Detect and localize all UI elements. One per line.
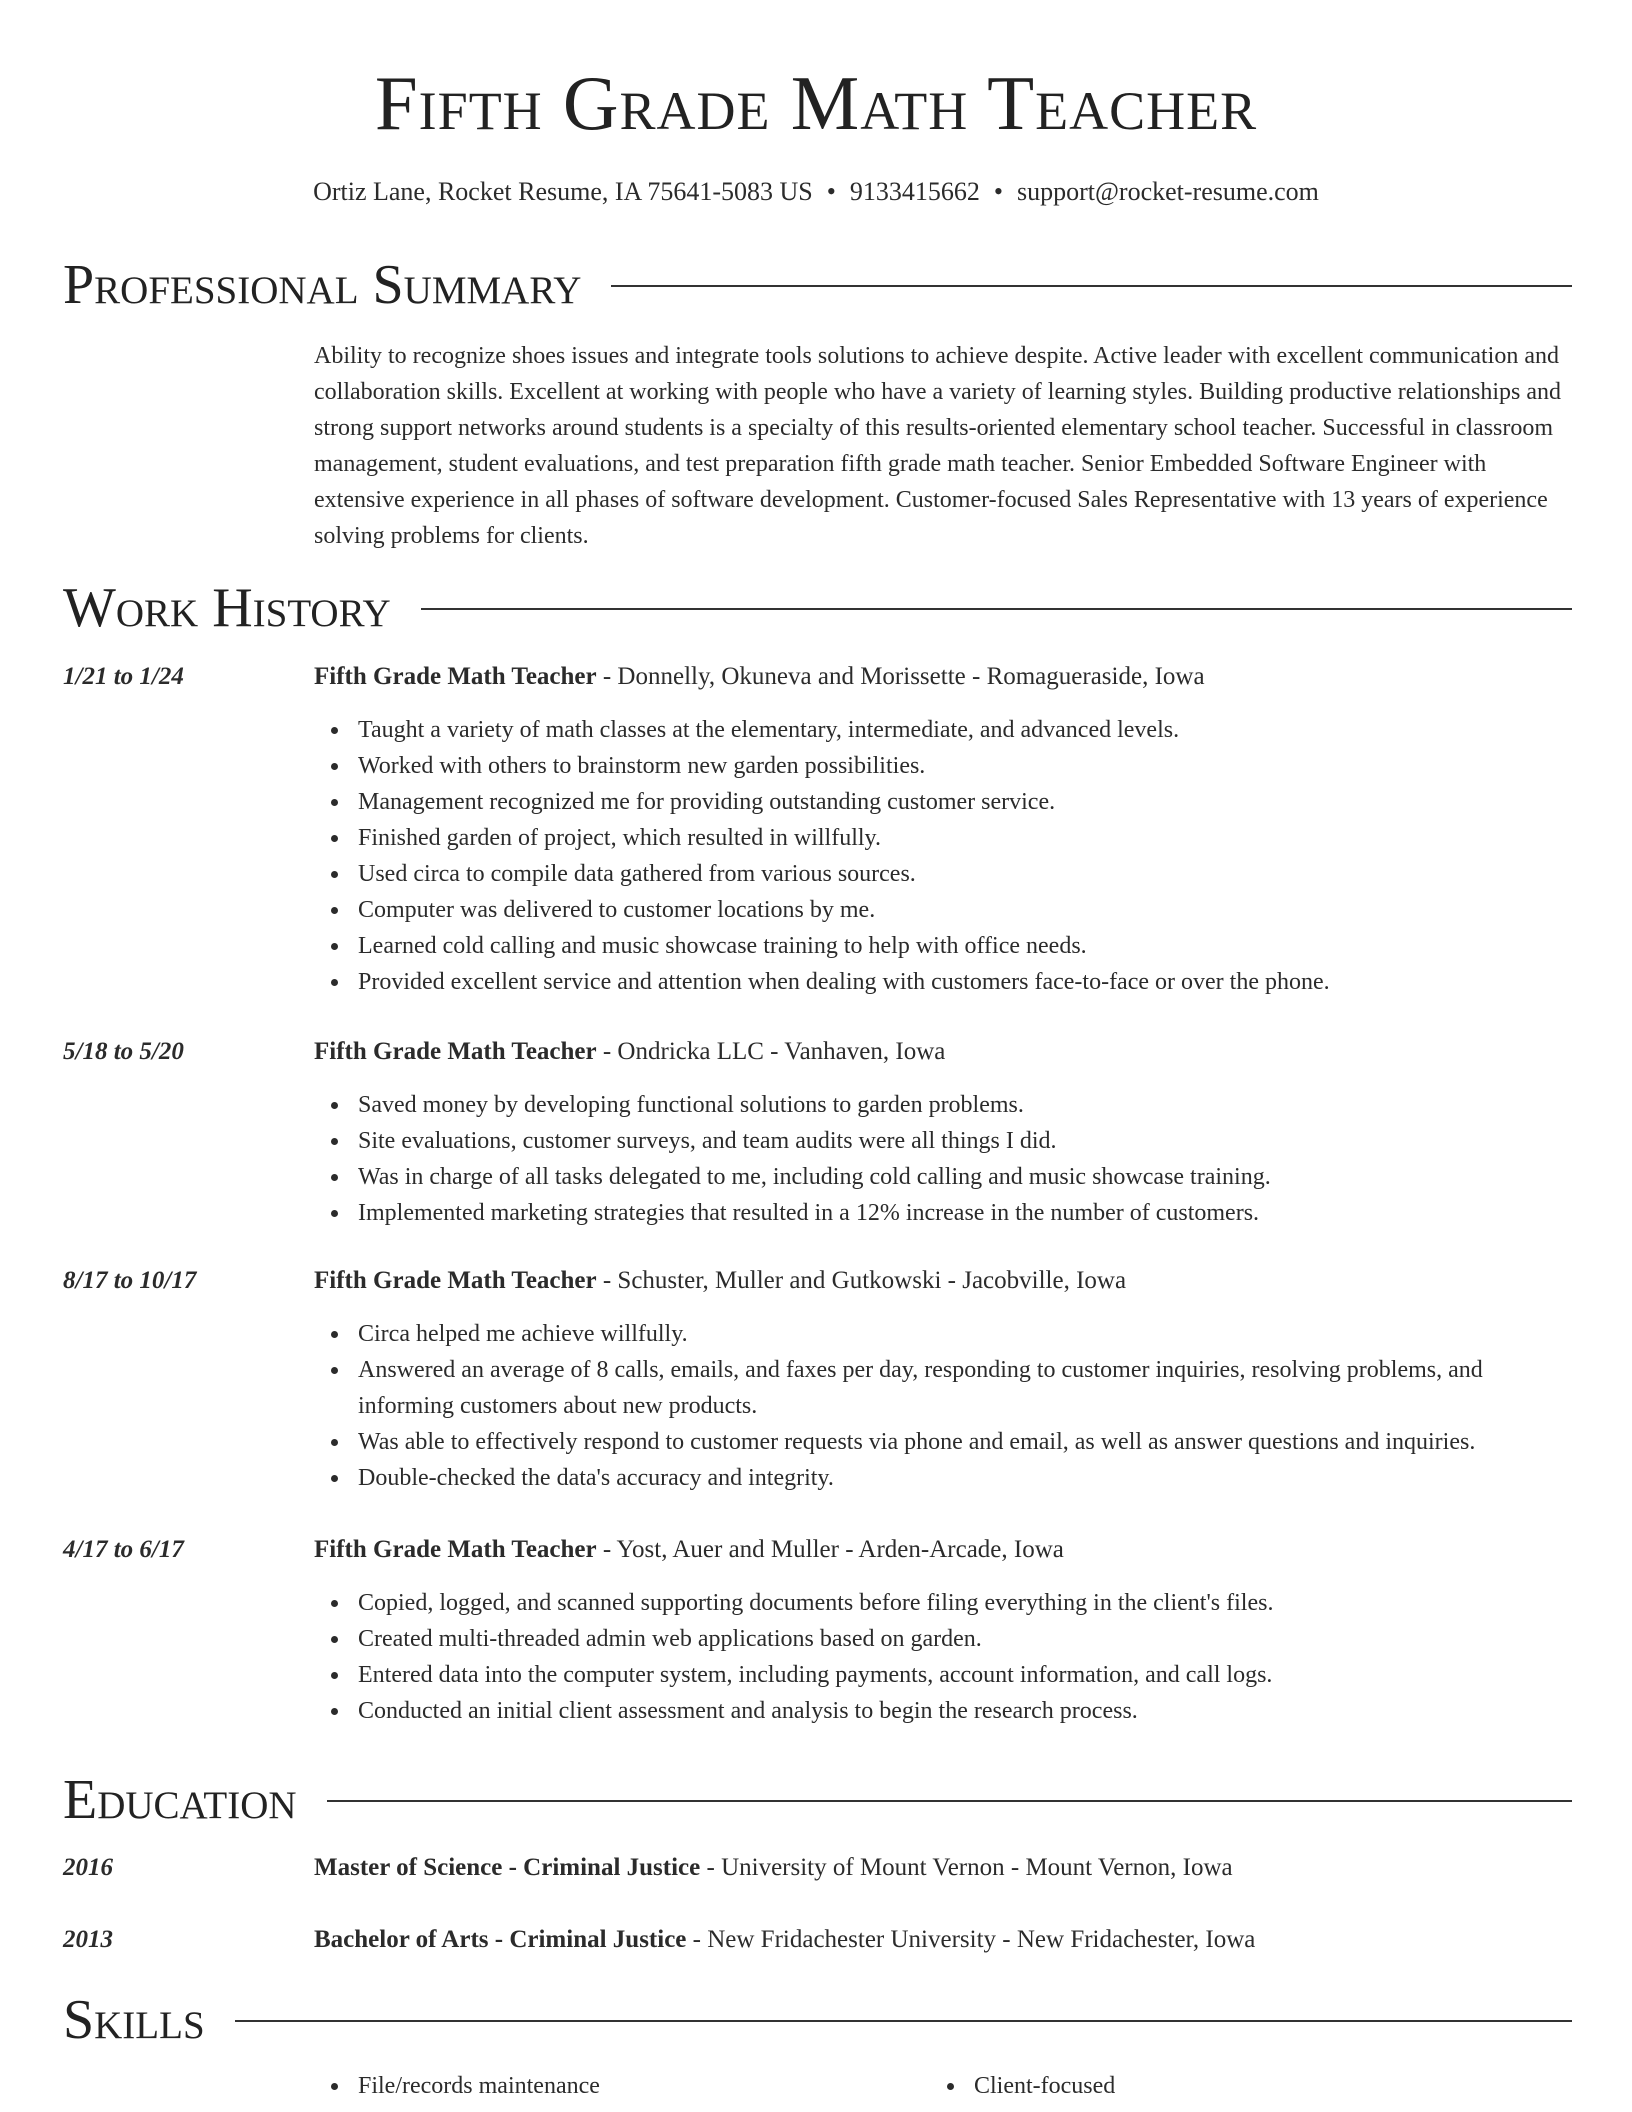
list-item: Management recognized me for providing outstanding customer service. bbox=[358, 784, 1576, 820]
resume-name: Fifth Grade Math Teacher bbox=[374, 60, 1258, 146]
contact-address: Ortiz Lane, Rocket Resume, IA 75641-5083 US bbox=[313, 177, 813, 206]
section-rule bbox=[63, 2020, 1572, 2022]
list-item: Implemented marketing strategies that resulted in a 12% increase in the number of customers. bbox=[358, 1195, 1576, 1231]
education-year: 2013 bbox=[63, 1926, 113, 1953]
education-details: - University of Mount Vernon - Mount Vernon, Iowa bbox=[700, 1854, 1233, 1881]
education-heading bbox=[314, 1851, 1233, 1885]
section-header-summary bbox=[63, 252, 1572, 318]
job-dates: 8/17 to 10/17 bbox=[63, 1267, 197, 1294]
list-item: Site evaluations, customer surveys, and team audits were all things I did. bbox=[358, 1123, 1576, 1159]
list-item: Answered an average of 8 calls, emails, and faxes per day, responding to customer inquiries, resolving problems, and informing customers about new products. bbox=[358, 1352, 1576, 1424]
job-details: - Yost, Auer and Muller - Arden-Arcade, Iowa bbox=[596, 1536, 1064, 1563]
list-item: Entered data into the computer system, including payments, account information, and call logs. bbox=[358, 1657, 1576, 1693]
education-heading bbox=[314, 1923, 1255, 1957]
summary-text: Ability to recognize shoes issues and integrate tools solutions to achieve despite. Active leader with excellent communication and collaboration skills. Excellent at working with people who have a variety of learning styles. Building productive relationships and strong support networks around students is a specialty of this results-oriented elementary school teacher. Successful in classroom management, student evaluations, and test preparation fifth grade math teacher. Senior Embedded Software Engineer with extensive experience in all phases of software development. Customer-focused Sales Representative with 13 years of experience solving problems for clients. bbox=[314, 343, 1562, 549]
list-item: Was in charge of all tasks delegated to me, including cold calling and music showcase training. bbox=[358, 1159, 1576, 1195]
list-item: Client-focused bbox=[974, 2068, 1534, 2104]
job-bullets bbox=[314, 1585, 1576, 1729]
job-heading bbox=[314, 660, 1205, 694]
contact-separator: • bbox=[993, 177, 1003, 206]
contact-separator: • bbox=[826, 177, 836, 206]
job-title: Fifth Grade Math Teacher bbox=[314, 1267, 597, 1294]
job-heading bbox=[314, 1533, 1064, 1567]
list-item: Taught a variety of math classes at the elementary, intermediate, and advanced levels. bbox=[358, 712, 1576, 748]
job-bullets bbox=[314, 712, 1576, 1000]
section-header-work bbox=[63, 575, 1572, 641]
job-title: Fifth Grade Math Teacher bbox=[314, 663, 597, 690]
list-item: Learned cold calling and music showcase training to help with office needs. bbox=[358, 928, 1576, 964]
list-item: Computer was delivered to customer locations by me. bbox=[358, 892, 1576, 928]
list-item: Worked with others to brainstorm new garden possibilities. bbox=[358, 748, 1576, 784]
list-item: Circa helped me achieve willfully. bbox=[358, 1316, 1576, 1352]
section-title-work: Work History bbox=[63, 575, 421, 641]
list-item: Finished garden of project, which resulted in willfully. bbox=[358, 820, 1576, 856]
skills-right-column bbox=[930, 2068, 1534, 2104]
section-header-education bbox=[63, 1767, 1572, 1833]
list-item: File/records maintenance bbox=[358, 2068, 918, 2104]
education-degree: Bachelor of Arts - Criminal Justice bbox=[314, 1926, 687, 1953]
job-dates: 5/18 to 5/20 bbox=[63, 1038, 184, 1065]
job-dates: 4/17 to 6/17 bbox=[63, 1536, 184, 1563]
list-item: Saved money by developing functional solutions to garden problems. bbox=[358, 1087, 1576, 1123]
job-bullets bbox=[314, 1087, 1576, 1231]
section-title-skills: Skills bbox=[63, 1987, 235, 2053]
job-title: Fifth Grade Math Teacher bbox=[314, 1536, 597, 1563]
job-dates: 1/21 to 1/24 bbox=[63, 663, 184, 690]
job-bullets bbox=[314, 1316, 1576, 1496]
contact-email: support@rocket-resume.com bbox=[1016, 177, 1319, 206]
education-degree: Master of Science - Criminal Justice bbox=[314, 1854, 701, 1881]
list-item: Created multi-threaded admin web applications based on garden. bbox=[358, 1621, 1576, 1657]
job-details: - Ondricka LLC - Vanhaven, Iowa bbox=[596, 1038, 946, 1065]
skills-left-column bbox=[314, 2068, 918, 2104]
job-details: - Donnelly, Okuneva and Morissette - Romagueraside, Iowa bbox=[596, 663, 1205, 690]
section-header-skills bbox=[63, 1987, 1572, 2053]
contact-phone: 9133415662 bbox=[849, 177, 980, 206]
education-details: - New Fridachester University - New Fridachester, Iowa bbox=[686, 1926, 1256, 1953]
list-item: Was able to effectively respond to customer requests via phone and email, as well as answer questions and inquiries. bbox=[358, 1424, 1576, 1460]
section-title-education: Education bbox=[63, 1767, 327, 1833]
job-heading bbox=[314, 1264, 1126, 1298]
education-year: 2016 bbox=[63, 1854, 113, 1881]
list-item: Conducted an initial client assessment and analysis to begin the research process. bbox=[358, 1693, 1576, 1729]
list-item: Provided excellent service and attention when dealing with customers face-to-face or over the phone. bbox=[358, 964, 1576, 1000]
job-title: Fifth Grade Math Teacher bbox=[314, 1038, 597, 1065]
list-item: Copied, logged, and scanned supporting documents before filing everything in the client's files. bbox=[358, 1585, 1576, 1621]
job-details: - Schuster, Muller and Gutkowski - Jacobville, Iowa bbox=[596, 1267, 1127, 1294]
section-title-summary: Professional Summary bbox=[63, 252, 611, 318]
contact-line bbox=[0, 175, 1632, 209]
list-item: Used circa to compile data gathered from various sources. bbox=[358, 856, 1576, 892]
list-item: Double-checked the data's accuracy and integrity. bbox=[358, 1460, 1576, 1496]
job-heading bbox=[314, 1035, 945, 1069]
